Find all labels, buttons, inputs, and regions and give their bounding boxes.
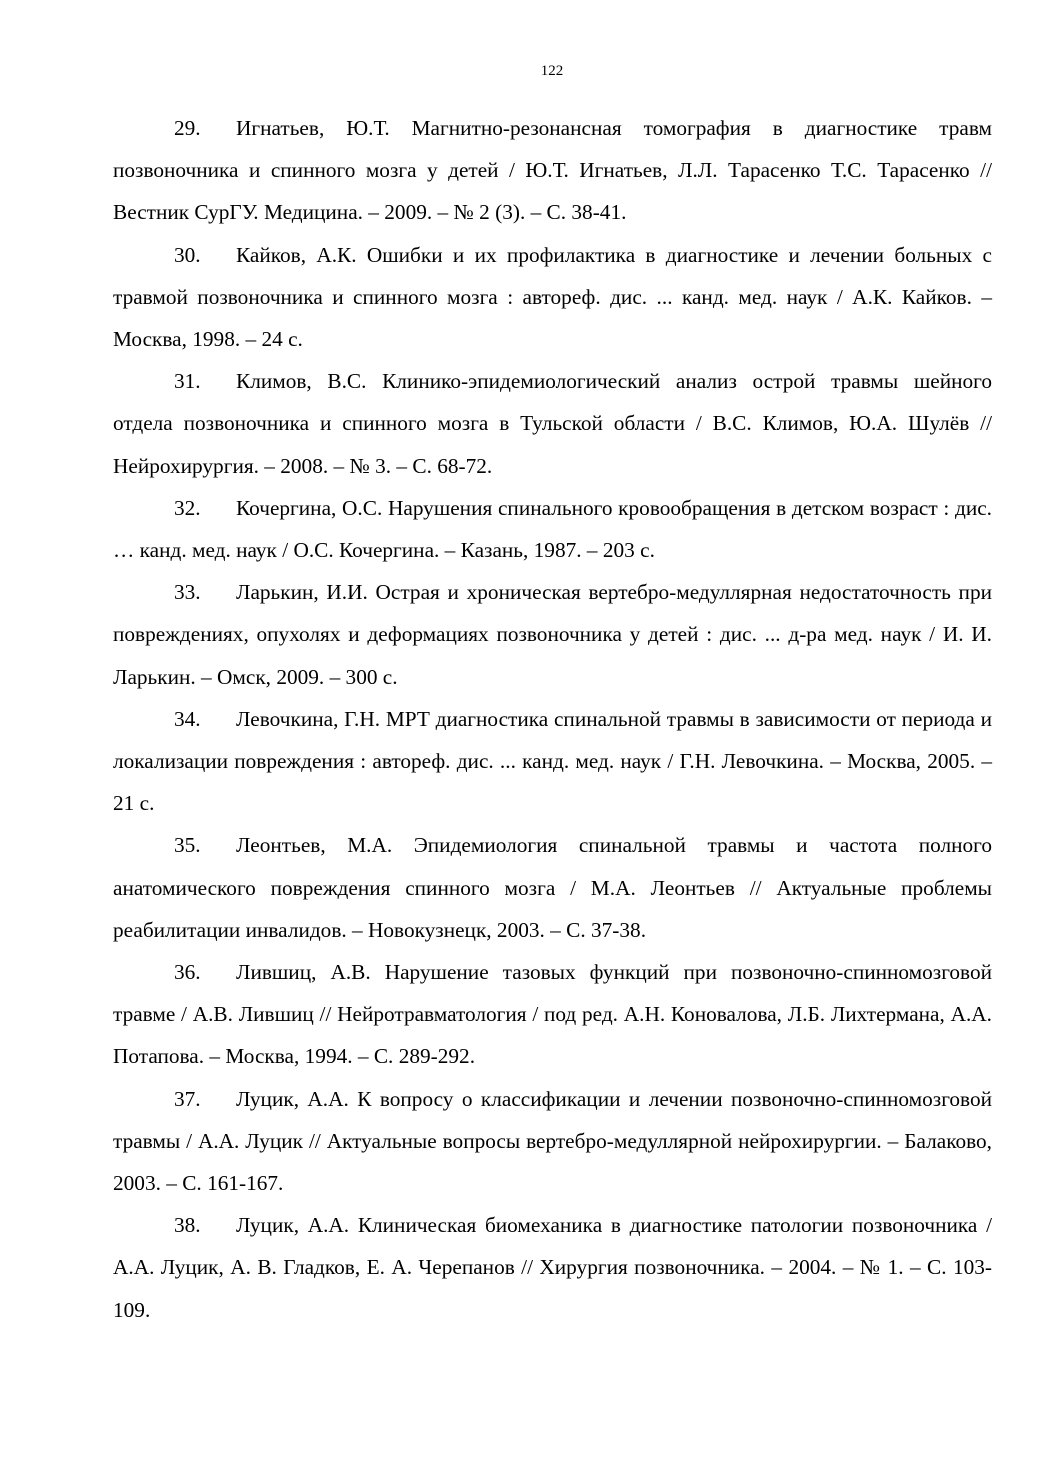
reference-item	[113, 951, 992, 1078]
reference-number: 33.	[174, 580, 201, 605]
reference-number: 31.	[174, 369, 201, 394]
reference-text: Климов, В.С. Клинико-эпидемиологический анализ острой травмы шейного отдела позвоночника и спинного мозга в Тульской области / В.С. Климов, Ю.А. Шулёв // Нейрохирургия. – 2008. – № 3. – С. 68-72.	[113, 369, 992, 478]
reference-number: 37.	[174, 1086, 201, 1111]
reference-text: Луцик, А.А. К вопросу о классификации и лечении позвоночно-спинномозговой травмы / А.А. Луцик // Актуальные вопросы вертебро-медуллярной нейрохирургии. – Балаково, 2003. – С. 161-167.	[113, 1086, 992, 1196]
reference-item	[113, 1078, 992, 1205]
reference-item	[113, 360, 992, 487]
reference-item	[113, 824, 992, 951]
reference-text: Ларькин, И.И. Острая и хроническая вертебро-медуллярная недостаточность при повреждениях, опухолях и деформациях позвоночника у детей : дис. ... д-ра мед. наук / И. И. Ларькин. – Омск, 2009. – 300 с.	[113, 580, 992, 689]
reference-item	[113, 571, 992, 698]
reference-item	[113, 698, 992, 825]
reference-text: Кайков, А.К. Ошибки и их профилактика в диагностике и лечении больных с травмой позвоночника и спинного мозга : автореф. дис. ... канд. мед. наук / А.К. Кайков. – Москва, 1998. – 24 с.	[113, 242, 992, 352]
reference-text: Луцик, А.А. Клиническая биомеханика в диагностике патологии позвоночника / А.А. Луцик, А. В. Гладков, Е. А. Черепанов // Хирургия позвоночника. – 2004. – № 1. – С. 103-109.	[113, 1213, 992, 1322]
reference-number: 36.	[174, 960, 201, 985]
reference-number: 38.	[174, 1213, 201, 1238]
reference-text: Леонтьев, М.А. Эпидемиология спинальной травмы и частота полного анатомического повреждения спинного мозга / М.А. Леонтьев // Актуальные проблемы реабилитации инвалидов. – Новокузнецк, 2003. – С. 37-38.	[113, 833, 992, 942]
reference-number: 32.	[174, 495, 201, 520]
reference-item	[113, 1204, 992, 1331]
reference-item	[113, 107, 992, 234]
page-number: 122	[540, 63, 564, 79]
reference-text: Левочкина, Г.Н. МРТ диагностика спинальной травмы в зависимости от периода и локализации повреждения : автореф. дис. ... канд. мед. наук / Г.Н. Левочкина. – Москва, 2005. – 21 с.	[113, 706, 992, 816]
reference-text: Кочергина, О.С. Нарушения спинального кровообращения в детском возраст : дис. … канд. мед. наук / О.С. Кочергина. – Казань, 1987. – 203 с.	[113, 495, 992, 563]
reference-number: 34.	[174, 706, 201, 731]
reference-number: 29.	[174, 116, 201, 140]
reference-number: 35.	[174, 833, 201, 858]
reference-text: Лившиц, А.В. Нарушение тазовых функций при позвоночно-спинномозговой травме / А.В. Лившиц // Нейротравматология / под ред. А.Н. Коновалова, Л.Б. Лихтермана, А.А. Потапова. – Москва, 1994. – С. 289-292.	[113, 960, 992, 1069]
reference-number: 30.	[174, 242, 201, 267]
reference-item	[113, 487, 992, 571]
reference-item	[113, 234, 992, 361]
reference-list	[113, 107, 992, 1331]
reference-text: Игнатьев, Ю.Т. Магнитно-резонансная томография в диагностике травм позвоночника и спинного мозга у детей / Ю.Т. Игнатьев, Л.Л. Тарасенко Т.С. Тарасенко // Вестник СурГУ. Медицина. – 2009. – № 2 (3). – С. 38-41.	[113, 116, 992, 225]
